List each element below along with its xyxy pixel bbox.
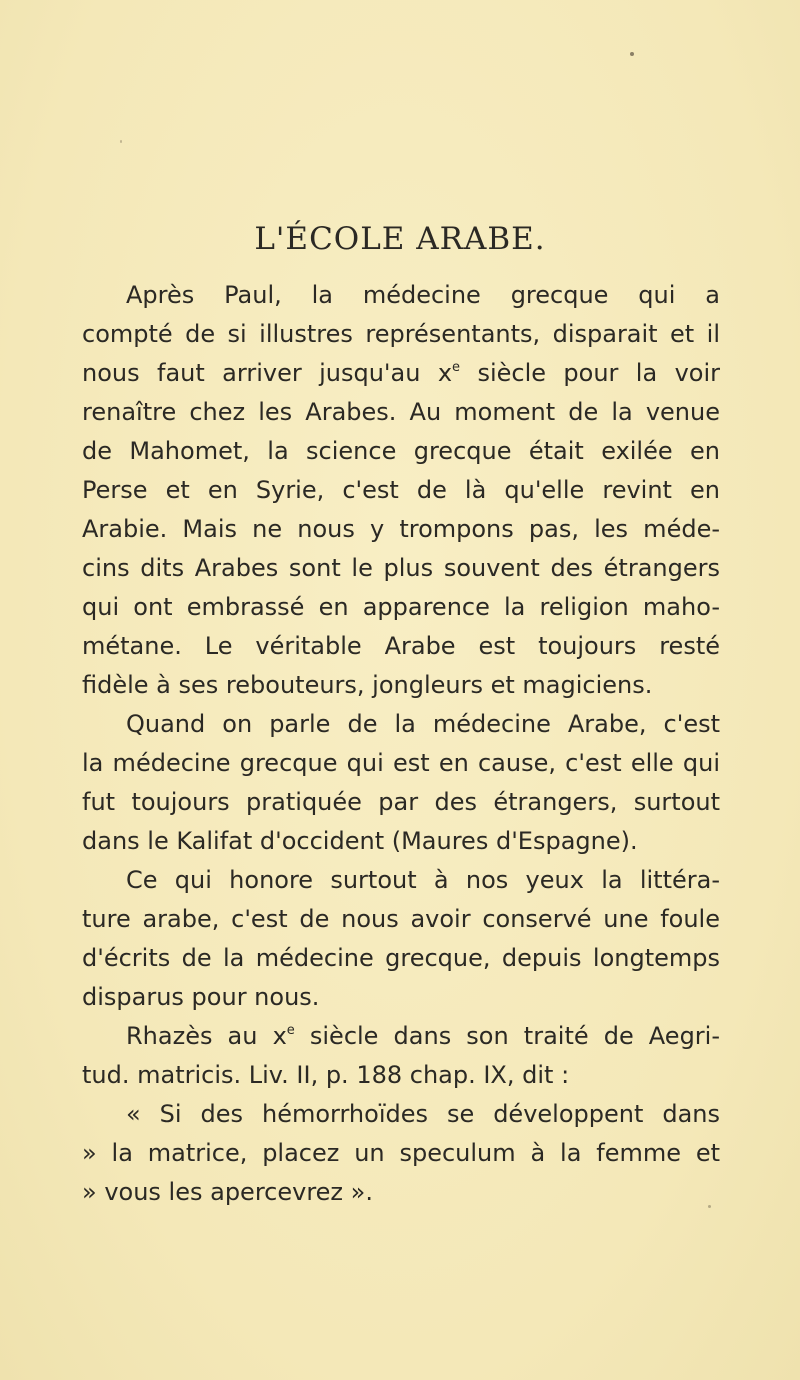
text-line: fut toujours pratiquée par des étrangers, surtout (82, 788, 720, 816)
text-line: » vous les apercevrez ». (82, 1178, 373, 1206)
text-fragment: Rhazès au x (126, 1022, 287, 1050)
text-line: cins dits Arabes sont le plus souvent des étrangers (82, 554, 720, 582)
chapter-heading: L'ÉCOLE ARABE. (254, 221, 546, 257)
superscript: e (452, 360, 461, 375)
text-line: Arabie. Mais ne nous y trompons pas, les méde- (82, 515, 720, 543)
text-line: tud. matricis. Liv. II, p. 188 chap. IX, dit : (82, 1061, 570, 1089)
text-line: de Mahomet, la science grecque était exilée en (82, 437, 720, 465)
text-line: disparus pour nous. (82, 983, 320, 1011)
text-line: la médecine grecque qui est en cause, c'est elle qui (82, 749, 720, 777)
text-line: fidèle à ses rebouteurs, jongleurs et magiciens. (82, 671, 653, 699)
text-line: renaître chez les Arabes. Au moment de la venue (82, 398, 720, 426)
text-line (82, 354, 720, 393)
text-line: d'écrits de la médecine grecque, depuis longtemps (82, 944, 720, 972)
text-line: dans le Kalifat d'occident (Maures d'Espagne). (82, 827, 638, 855)
text-fragment: nous faut arriver jusqu'au x (82, 359, 453, 387)
text-line: « Si des hémorrhoïdes se développent dans (126, 1100, 720, 1128)
body-text (82, 276, 720, 1212)
text-line: ture arabe, c'est de nous avoir conservé une foule (82, 905, 720, 933)
text-line: compté de si illustres représentants, disparait et il (82, 320, 720, 348)
text-line (82, 1017, 720, 1056)
text-fragment: siècle dans son traité de Aegri- (294, 1022, 720, 1050)
paper-speck (630, 52, 634, 56)
text-line: Après Paul, la médecine grecque qui a (126, 281, 720, 309)
superscript: e (286, 1023, 295, 1038)
text-line: qui ont embrassé en apparence la religion maho- (82, 593, 720, 621)
text-line: » la matrice, placez un speculum à la femme et (82, 1139, 720, 1167)
paper-speck (120, 140, 122, 143)
text-line: Quand on parle de la médecine Arabe, c'est (126, 710, 720, 738)
text-line: métane. Le véritable Arabe est toujours resté (82, 632, 720, 660)
text-fragment: siècle pour la voir (460, 359, 720, 387)
text-line: Perse et en Syrie, c'est de là qu'elle revint en (82, 476, 720, 504)
text-line: Ce qui honore surtout à nos yeux la littéra- (126, 866, 720, 894)
